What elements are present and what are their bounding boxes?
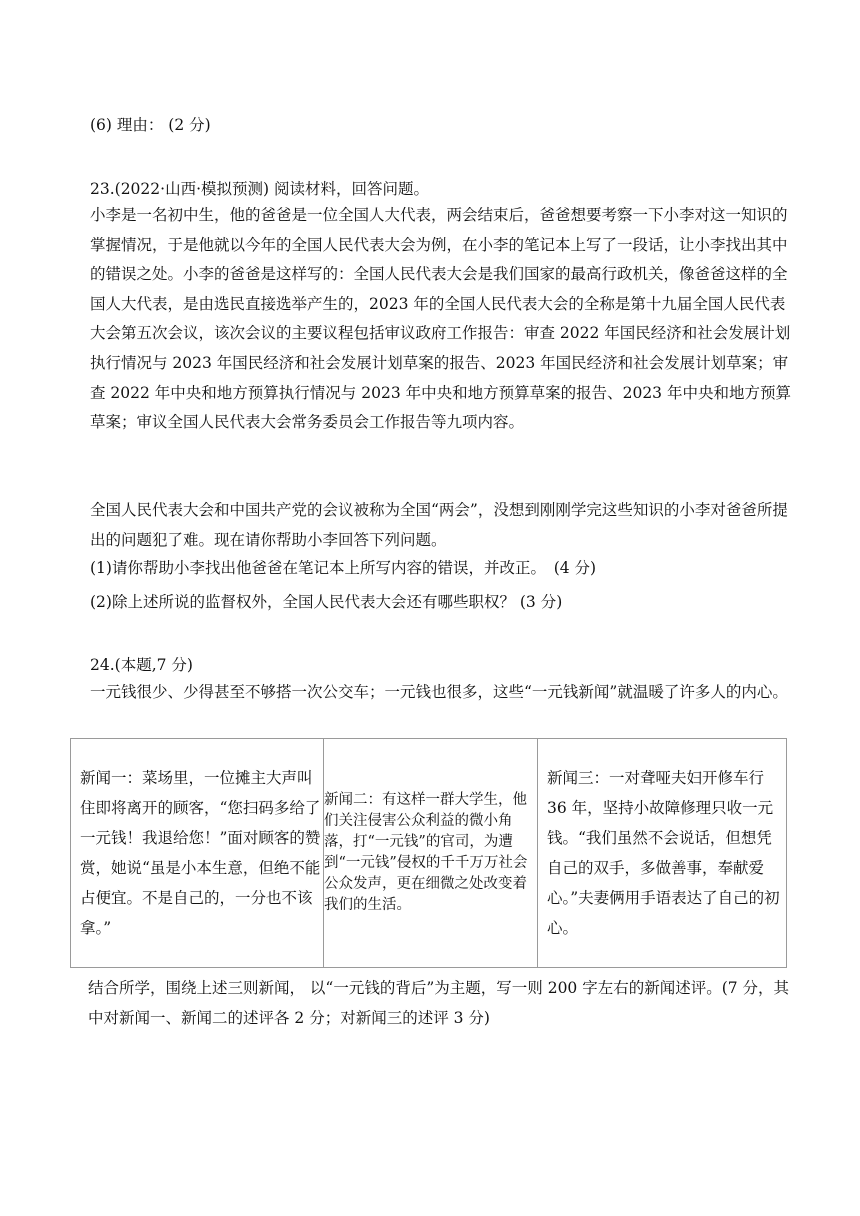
- q24-heading: 24.(本题,7 分): [90, 656, 193, 674]
- news-3-text: 新闻三：一对聋哑夫妇开修车行 36 年，坚持小故障修理只收一元钱。“我们虽然不会说话，但想凭自己的双手，多做善事，奉献爱心。”夫妻俩用手语表达了自己的初心。: [547, 769, 780, 937]
- q22-reason-line: (6) 理由： (2 分): [90, 116, 211, 134]
- news-cell-3: [538, 739, 787, 968]
- q23-heading: 23.(2022·山西·模拟预测) 阅读材料，回答问题。: [90, 180, 429, 198]
- news-2-text: 新闻二：有这样一群大学生，他们关注侵害公众利益的微小角落，打“一元钱”的官司，为遭到“一元钱”侵权的千千万万社会公众发声，更在细微之处改变着我们的生活。: [324, 792, 528, 913]
- news-cell-2: [324, 739, 538, 968]
- q23-sub-question-2: (2)除上述所说的监督权外，全国人民代表大会还有哪些职权？ (3 分): [90, 593, 563, 611]
- news-cell-1: [71, 739, 324, 968]
- q23-material-2: 全国人民代表大会和中国共产党的会议被称为全国“两会”，没想到刚刚学完这些知识的小李对爸爸所提出的问题犯了难。现在请你帮助小李回答下列问题。: [90, 501, 788, 549]
- q24-task: 结合所学，围绕上述三则新闻， 以“一元钱的背后”为主题，写一则 200 字左右的新闻述评。(7 分，其中对新闻一、新闻二的述评各 2 分；对新闻三的述评 3 分): [88, 979, 790, 1027]
- news-table: [70, 738, 787, 968]
- q23-sub-question-1: (1)请你帮助小李找出他爸爸在笔记本上所写内容的错误，并改正。 (4 分): [90, 559, 597, 577]
- q23-material: 小李是一名初中生，他的爸爸是一位全国人大代表，两会结束后，爸爸想要考察一下小李对这一知识的掌握情况，于是他就以今年的全国人民代表大会为例，在小李的笔记本上写了一段话，让小李找出其中的错误之处。小李的爸爸是这样写的：全国人民代表大会是我们国家的最高行政机关，像爸爸这样的全国人大代表，是由选民直接选举产生的，2023 年的全国人民代表大会的全称是第十九届全国人民代表大会第五次会议，该次会议的主要议程包括审议政府工作报告：审查 2022 年国民经济和社会发展计划执行情况与 2023 年国民经济和社会发展计划草案的报告、2023 年国民经济和社会发展计划草案；审查 2022 年中央和地方预算执行情况与 2023 年中央和地方预算草案的报告、2023 年中央和地方预算草案；审议全国人民代表大会常务委员会工作报告等九项内容。: [90, 206, 791, 432]
- news-1-text: 新闻一：菜场里，一位摊主大声叫住即将离开的顾客，“您扫码多给了一元钱！我退给您！”面对顾客的赞赏，她说“虽是小本生意，但绝不能占便宜。不是自己的，一分也不该拿。”: [80, 769, 321, 937]
- q24-intro: 一元钱很少、少得甚至不够搭一次公交车；一元钱也很多，这些“一元钱新闻”就温暖了许多人的内心。: [90, 683, 788, 701]
